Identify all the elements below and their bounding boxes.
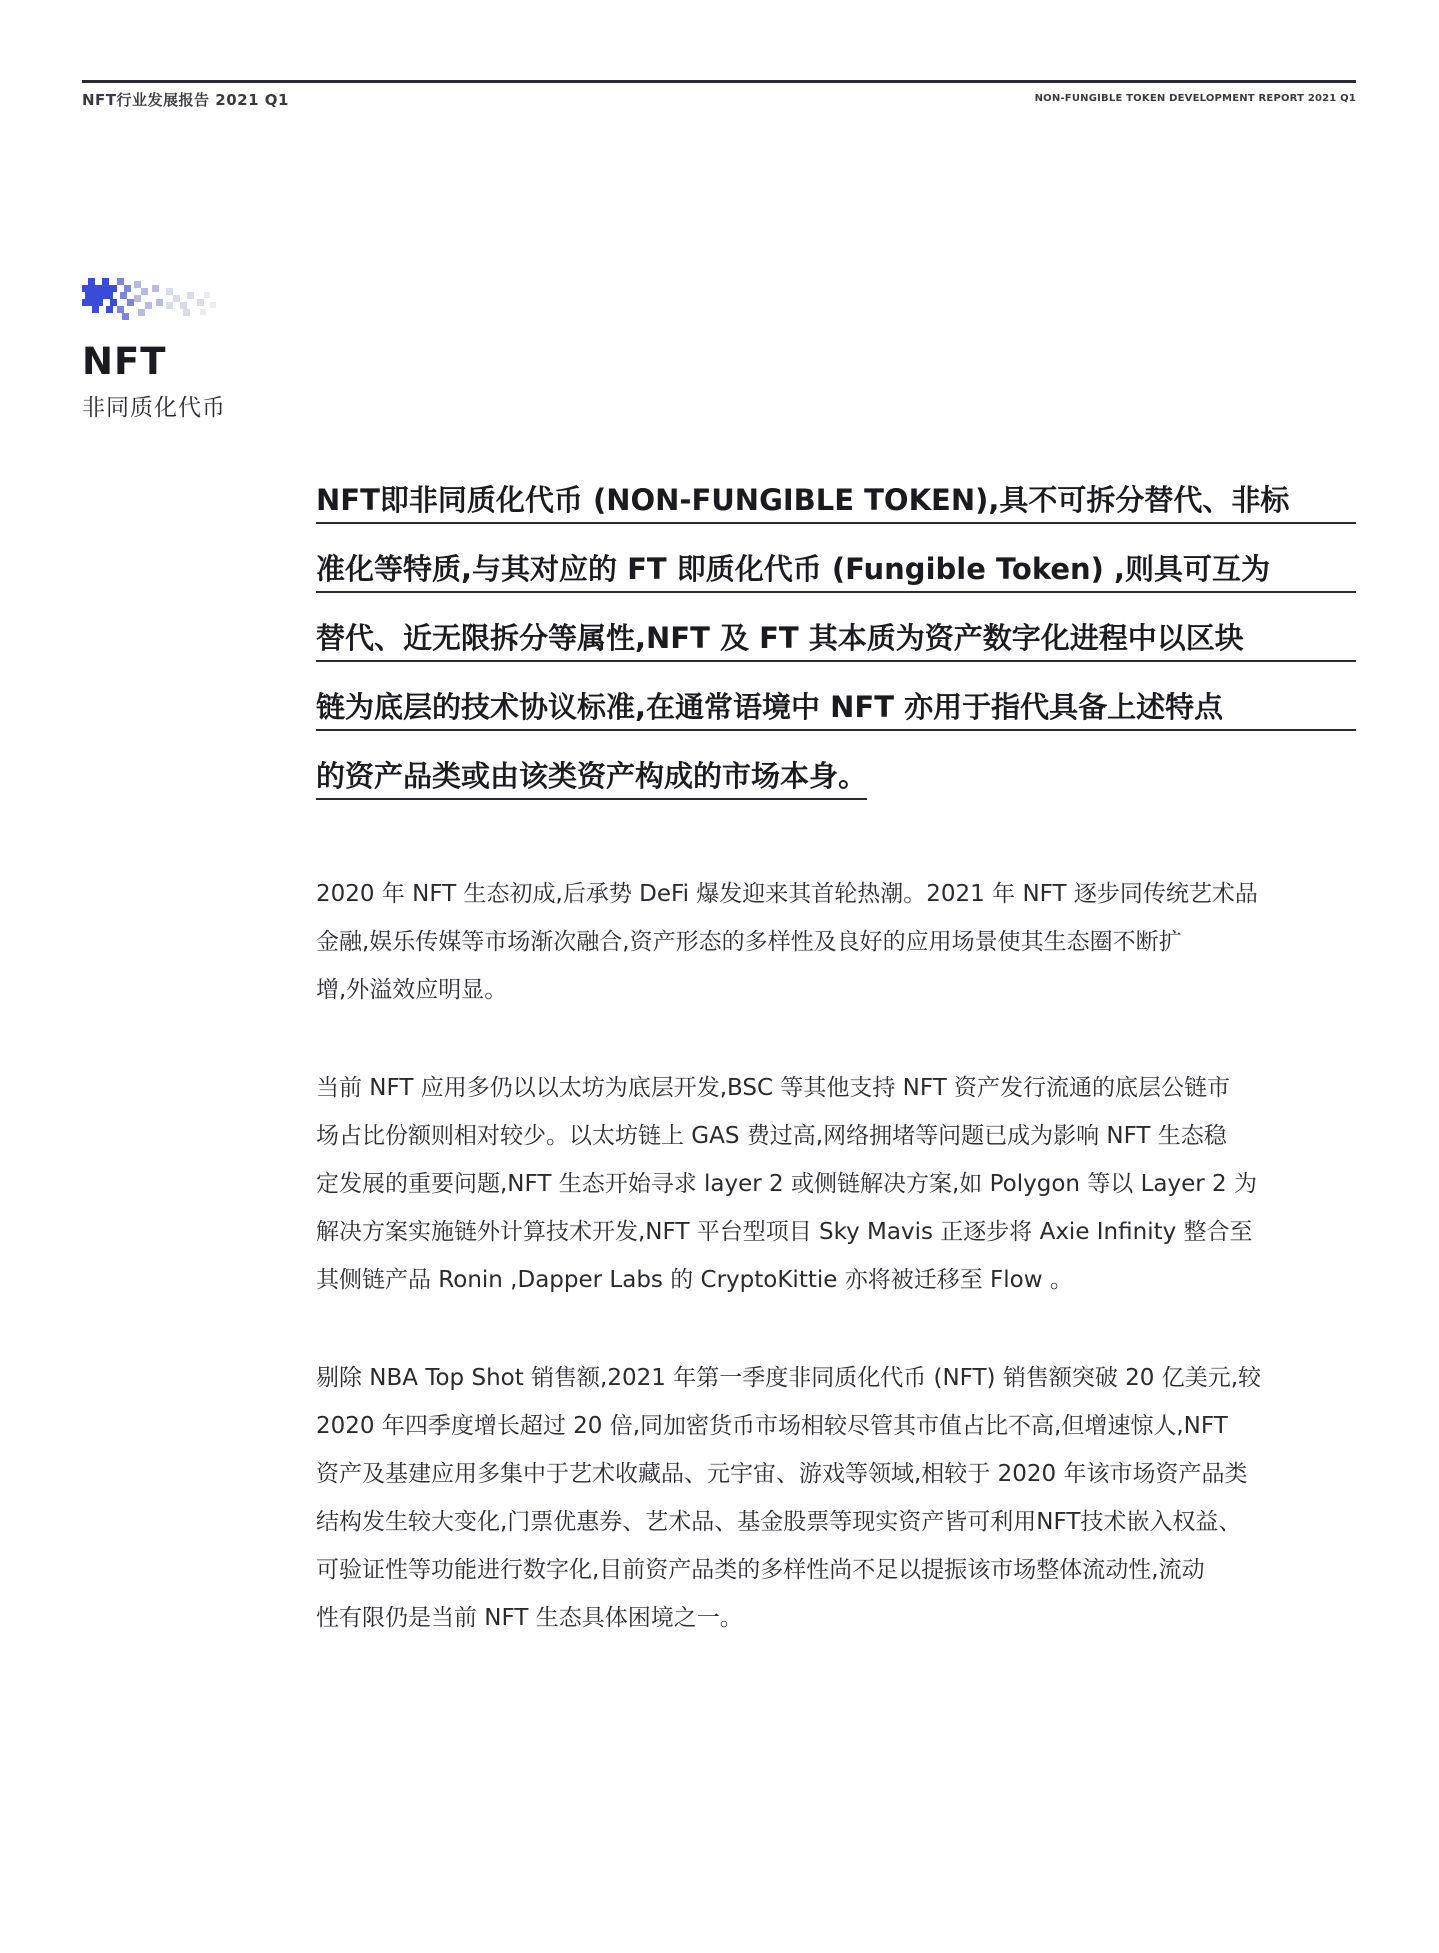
- paragraph-line: 可验证性等功能进行数字化,目前资产品类的多样性尚不足以提振该市场整体流动性,流动: [316, 1557, 1205, 1583]
- body-paragraph: [316, 1064, 1356, 1304]
- paragraph-line: 当前 NFT 应用多仍以以太坊为底层开发,BSC 等其他支持 NFT 资产发行流通的底层公链市: [316, 1075, 1231, 1101]
- paragraph-line: 增,外溢效应明显。: [316, 977, 508, 1003]
- pixel-logo-icon: [82, 278, 222, 322]
- section-subtitle: 非同质化代币: [82, 395, 226, 421]
- lead-statement: [316, 478, 1356, 823]
- paragraph-line: 剔除 NBA Top Shot 销售额,2021 年第一季度非同质化代币 (NFT) 销售额突破 20 亿美元,较: [316, 1365, 1262, 1391]
- paragraph-line: 金融,娱乐传媒等市场渐次融合,资产形态的多样性及良好的应用场景使其生态圈不断扩: [316, 929, 1182, 955]
- paragraph-line: 场占比份额则相对较少。以太坊链上 GAS 费过高,网络拥堵等问题已成为影响 NFT 生态稳: [316, 1123, 1227, 1149]
- header-report-title-en: NON-FUNGIBLE TOKEN DEVELOPMENT REPORT 2021 Q1: [1034, 93, 1356, 104]
- lead-line: NFT即非同质化代币 (NON-FUNGIBLE TOKEN),具不可拆分替代、非标: [316, 478, 1356, 524]
- paragraph-line: 结构发生较大变化,门票优惠券、艺术品、基金股票等现实资产皆可利用NFT技术嵌入权益、: [316, 1509, 1242, 1535]
- body-paragraph: [316, 1354, 1356, 1642]
- paragraph-line: 2020 年四季度增长超过 20 倍,同加密货币市场相较尽管其市值占比不高,但增速惊人,NFT: [316, 1413, 1228, 1439]
- lead-line: 的资产品类或由该类资产构成的市场本身。: [316, 754, 867, 800]
- paragraph-line: 解决方案实施链外计算技术开发,NFT 平台型项目 Sky Mavis 正逐步将 Axie Infinity 整合至: [316, 1219, 1253, 1245]
- lead-line: 准化等特质,与其对应的 FT 即质化代币 (Fungible Token) ,则具可互为: [316, 547, 1356, 593]
- paragraph-line: 性有限仍是当前 NFT 生态具体困境之一。: [316, 1605, 743, 1631]
- lead-line: 替代、近无限拆分等属性,NFT 及 FT 其本质为资产数字化进程中以区块: [316, 616, 1356, 662]
- section-title: NFT: [82, 340, 167, 383]
- paragraph-line: 2020 年 NFT 生态初成,后承势 DeFi 爆发迎来其首轮热潮。2021 年 NFT 逐步同传统艺术品: [316, 881, 1258, 907]
- paragraph-line: 资产及基建应用多集中于艺术收藏品、元宇宙、游戏等领域,相较于 2020 年该市场资产品类: [316, 1461, 1248, 1487]
- header-rule: [82, 80, 1356, 83]
- body-paragraph: [316, 870, 1356, 1014]
- paragraph-line: 定发展的重要问题,NFT 生态开始寻求 layer 2 或侧链解决方案,如 Polygon 等以 Layer 2 为: [316, 1171, 1257, 1197]
- header-report-title: NFT行业发展报告 2021 Q1: [82, 91, 289, 109]
- lead-line: 链为底层的技术协议标准,在通常语境中 NFT 亦用于指代具备上述特点: [316, 685, 1356, 731]
- paragraph-line: 其侧链产品 Ronin ,Dapper Labs 的 CryptoKittie 亦将被迁移至 Flow 。: [316, 1267, 1073, 1293]
